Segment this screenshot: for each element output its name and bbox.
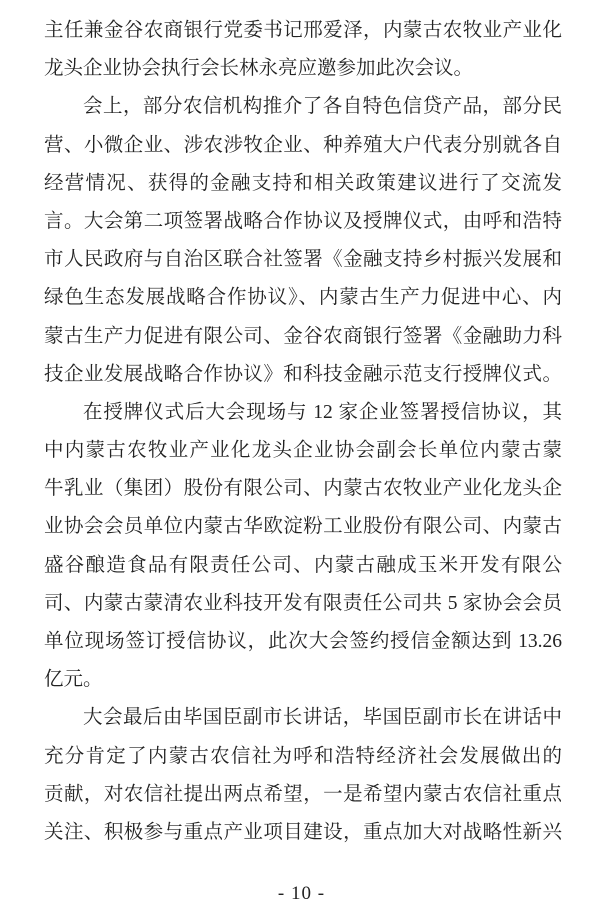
text-line: 言。大会第二项签署战略合作协议及授牌仪式，由呼和浩特	[44, 210, 562, 232]
text-line: 贡献，对农信社提出两点希望，一是希望内蒙古农信社重点	[44, 783, 562, 805]
text-line: 牛乳业（集团）股份有限公司、内蒙古农牧业产业化龙头企	[44, 478, 562, 500]
text-line: 业协会会员单位内蒙古华欧淀粉工业股份有限公司、内蒙古	[44, 516, 562, 538]
text-line: 亿元。	[44, 669, 103, 691]
text-line: 技企业发展战略合作协议》和科技金融示范支行授牌仪式。	[44, 363, 562, 385]
text-line: 充分肯定了内蒙古农信社为呼和浩特经济社会发展做出的	[44, 745, 562, 767]
document-body	[44, 12, 562, 852]
text-line: 会上，部分农信机构推介了各自特色信贷产品，部分民	[83, 96, 562, 118]
text-line: 绿色生态发展战略合作协议》、内蒙古生产力促进中心、内	[44, 287, 562, 309]
text-line: 龙头企业协会执行会长林永亮应邀参加此次会议。	[44, 58, 474, 80]
text-line: 中内蒙古农牧业产业化龙头企业协会副会长单位内蒙古蒙	[44, 440, 562, 462]
text-line: 在授牌仪式后大会现场与 12 家企业签署授信协议，其	[83, 401, 562, 423]
text-line: 大会最后由毕国臣副市长讲话，毕国臣副市长在讲话中	[83, 707, 562, 729]
text-line: 司、内蒙古蒙清农业科技开发有限责任公司共 5 家协会会员	[44, 592, 562, 614]
text-line: 营、小微企业、涉农涉牧企业、种养殖大户代表分别就各自	[44, 134, 562, 156]
text-line: 市人民政府与自治区联合社签署《金融支持乡村振兴发展和	[44, 249, 562, 271]
text-line: 蒙古生产力促进有限公司、金谷农商银行签署《金融助力科	[44, 325, 562, 347]
text-line: 主任兼金谷农商银行党委书记邢爱泽，内蒙古农牧业产业化	[44, 20, 562, 41]
text-line: 经营情况、获得的金融支持和相关政策建议进行了交流发	[44, 172, 562, 194]
text-line: 单位现场签订授信协议，此次大会签约授信金额达到 13.26	[44, 631, 562, 652]
text-line: 关注、积极参与重点产业项目建设，重点加大对战略性新兴	[44, 821, 562, 843]
page-number: - 10 -	[277, 883, 326, 904]
text-line: 盛谷酿造食品有限责任公司、内蒙古融成玉米开发有限公	[44, 554, 562, 576]
